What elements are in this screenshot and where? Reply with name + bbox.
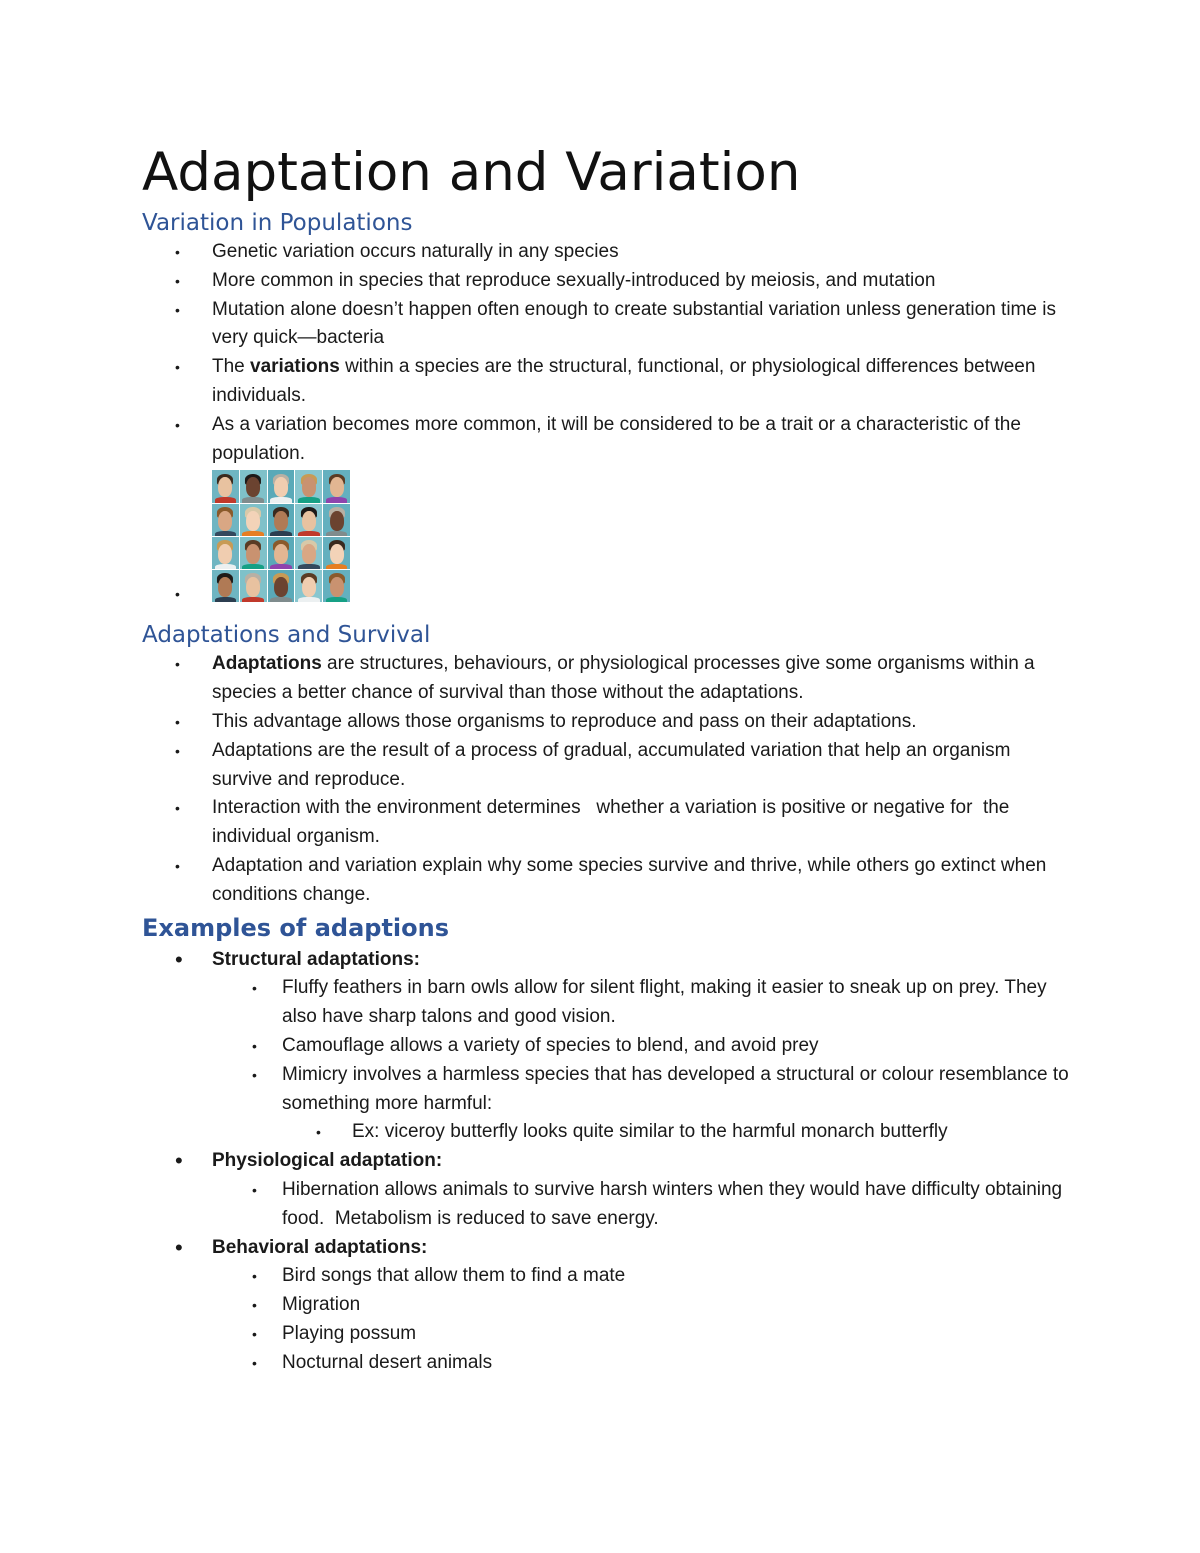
list-item: • As a variation becomes more common, it will be considered to be a trait or a characteristic of the population. [142,411,1072,469]
face-head [218,544,232,564]
list-item-behavioral: • Behavioral adaptations: [142,1234,1072,1263]
list-item: • Genetic variation occurs naturally in any species [142,238,1072,267]
face-tile [323,504,350,536]
face-head [330,477,344,497]
face-shirt [242,531,263,536]
face-shirt [242,564,263,569]
face-head [302,477,316,497]
bullet-icon: • [175,301,180,318]
face-head [246,544,260,564]
document-title: Adaptation and Variation [142,142,801,203]
bullet-icon: • [252,1268,257,1285]
bullet-icon: • [252,1037,257,1054]
document-content [142,140,1072,1378]
bullet-icon: • [252,1354,257,1371]
face-tile [212,537,239,569]
face-tile [295,470,322,502]
list-item: • The variations within a species are the structural, functional, or physiological differences between individuals. [142,353,1072,411]
list-item: • Mutation alone doesn’t happen often enough to create substantial variation unless generation time is very quick—bacteria [142,296,1072,354]
face-shirt [215,497,236,502]
face-shirt [242,597,263,602]
face-tile [240,570,267,602]
face-tile [240,470,267,502]
adaptations-list [142,650,1072,909]
heading-examples-of-adaptions: Examples of adaptions [142,913,449,942]
bullet-icon: • [316,1124,321,1141]
face-shirt [270,597,291,602]
list-item: • Nocturnal desert animals [142,1349,1072,1378]
bullet-icon: • [175,742,180,759]
face-head [274,477,288,497]
face-shirt [298,497,319,502]
list-item: • Bird songs that allow them to find a mate [142,1262,1072,1291]
face-head [246,577,260,597]
list-item: • Fluffy feathers in barn owls allow for silent flight, making it easier to sneak up on prey. They also have sharp talons and good vision. [142,974,1072,1032]
list-item: • Interaction with the environment determines whether a variation is positive or negative for the individual organism. [142,794,1072,852]
face-shirt [215,531,236,536]
heading-variation-in-populations: Variation in Populations [142,210,413,236]
list-item: • Adaptations are the result of a process of gradual, accumulated variation that help an organism survive and reproduce. [142,737,1072,795]
term-variations: variations [250,356,340,378]
face-tile [268,470,295,502]
list-item: • This advantage allows those organisms to reproduce and pass on their adaptations. [142,708,1072,737]
face-head [274,544,288,564]
face-head [330,577,344,597]
face-tile [240,537,267,569]
face-shirt [298,597,319,602]
face-head [246,477,260,497]
face-head [218,577,232,597]
face-shirt [326,564,347,569]
list-item: • Hibernation allows animals to survive harsh winters when they would have difficulty obtaining food. Metabolism is reduced to save energy. [142,1176,1072,1234]
face-head [302,577,316,597]
bullet-icon: • [252,1297,257,1314]
list-item: • More common in species that reproduce sexually-introduced by meiosis, and mutation [142,267,1072,296]
face-head [274,577,288,597]
face-shirt [326,597,347,602]
face-shirt [298,564,319,569]
bullet-icon: • [175,272,180,289]
bullet-icon: • [175,656,180,673]
bullet-icon: • [252,1066,257,1083]
face-head [218,477,232,497]
face-shirt [270,497,291,502]
list-item-structural: • Structural adaptations: [142,946,1072,975]
bullet-icon: • [175,1234,183,1260]
list-item-physiological: • Physiological adaptation: [142,1147,1072,1176]
bullet-icon: • [175,946,183,972]
face-tile [268,537,295,569]
face-shirt [326,531,347,536]
bullet-icon: • [175,857,180,874]
face-tile [323,470,350,502]
face-head [218,511,232,531]
face-shirt [270,564,291,569]
bullet-icon: • [252,1181,257,1198]
face-shirt [242,497,263,502]
bullet-icon: • [175,586,180,603]
list-item: • Mimicry involves a harmless species that has developed a structural or colour resemblance to something more harmful: [142,1061,1072,1119]
bullet-icon: • [175,359,180,376]
face-tile [268,504,295,536]
face-head [330,511,344,531]
list-item: • Ex: viceroy butterfly looks quite similar to the harmful monarch butterfly [142,1118,1072,1147]
face-head [330,544,344,564]
face-shirt [326,497,347,502]
face-tile [212,504,239,536]
list-item: • Camouflage allows a variety of species to blend, and avoid prey [142,1032,1072,1061]
examples-list [142,946,1072,1378]
bullet-icon: • [175,416,180,433]
bullet-icon: • [175,800,180,817]
term-adaptations: Adaptations [212,653,322,675]
face-tile [212,470,239,502]
list-item: • Adaptation and variation explain why some species survive and thrive, while others go extinct when conditions change. [142,852,1072,910]
variation-list [142,238,1072,612]
list-item-image [142,468,1072,612]
face-tile [240,504,267,536]
face-tile [323,570,350,602]
face-head [246,511,260,531]
bullet-icon: • [175,713,180,730]
list-item: • Migration [142,1291,1072,1320]
face-tile [295,537,322,569]
face-tile [212,570,239,602]
face-tile [295,504,322,536]
face-tile [323,537,350,569]
face-head [274,511,288,531]
face-tile [295,570,322,602]
face-head [302,511,316,531]
face-tile [268,570,295,602]
bullet-icon: • [175,244,180,260]
face-shirt [215,564,236,569]
bullet-icon: • [252,1325,257,1342]
face-shirt [270,531,291,536]
face-shirt [215,597,236,602]
bullet-icon: • [252,980,257,997]
heading-adaptations-and-survival: Adaptations and Survival [142,622,431,649]
list-item: • Adaptations are structures, behaviours, or physiological processes give some organisms within a species a better chance of survival than those without the adaptations. [142,650,1072,708]
faces-mosaic-image [212,470,350,602]
face-shirt [298,531,319,536]
face-head [302,544,316,564]
bullet-icon: • [175,1148,183,1174]
list-item: • Playing possum [142,1320,1072,1349]
